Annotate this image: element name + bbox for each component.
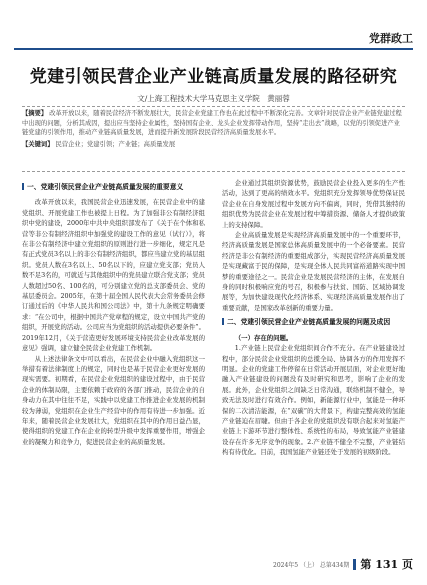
keywords: [22, 140, 405, 150]
section-heading-2-text: 二、党建引领民营企业产业链高质量发展的问题及成因: [227, 318, 391, 327]
header-rule: [14, 48, 413, 50]
section-label: 党群政工: [369, 32, 413, 45]
heading-marker: [222, 318, 224, 325]
keywords-text: 民营企业；党建引领；产业链；高质量发展: [55, 140, 176, 148]
subheading: （一）存在的问题。: [234, 333, 293, 342]
paragraph: 从上述法律条文中可以看出，在民营企业中融入党组织这一举措有着法律制度上的规定，同时也是基于民营企业更好发展的现实需要。初期看，在民营企业党组织的建设过程中，由于民营企业的体制局限，主要依赖于政府的各部门推动，民营企业的自身动力在其中往往不足，实践中以党建工作推进企业发展的机制较为薄弱，党组织在企业生产经营中的作用有待进一步加强。近年来，随着民营企业发展壮大，党组织在其中的作用日益凸显，使得组织的党建工作在企业的转型升级中发挥重要作用，增强企业的凝聚力和竞争力，促进民营企业的高质量发展。: [22, 354, 205, 446]
issue-info: 2024年5 （上） 总第434期: [273, 561, 350, 569]
footer-bar: [353, 559, 356, 570]
keywords-label: 【关键词】: [22, 140, 54, 148]
section-heading-1: [22, 182, 205, 192]
paragraph: 1.产业链上民营企业党组织间合作不充分。在产业链建设过程中，部分民营企业党组织的总揽全局、协调各方的作用发挥不明显。企业的党建工作停留在日常活动开展层面，对企业更好地融入产业链建设的问题没有及时研究和思考，影响了企业的发展。此外，企业党组织之间缺乏日常沟通，联络机制不健全，导致无法及时进行有效合作。例如，新能源行业中，氢能是一种环保的二次清洁能源，在“双碳”的大背景下，构建完整高效的氢能产业链迫在眉睫。但由于各企业的党组织没有联合起来对氢能产业链上下游环节进行整体性、系统性的布局，导致氢能产业链建设存在许多无序竞争的现象。2.产业链不健全不完整，产业链结构有待优化。目前，我国氢能产业链还处于发展的初级阶段。: [222, 344, 405, 457]
article-title: 党建引领民营企业产业链高质量发展的路径研究: [29, 67, 398, 87]
section-heading-2: [222, 317, 405, 327]
abstract-label: 【摘要】: [22, 110, 48, 117]
paragraph: 企业高质量发展是实现经济高质量发展中的一个重要环节，经济高质量发展是国家总体高质量发展中的一个必备要素。民营经济是非公有制经济的重要组成部分，实现民营经济高质量发展是实现藏富于民的保障，是实现全体人民共同富裕道路实现中国梦的重要途径之一。民营企业是发展民营经济的主体，在发展自身的同时积极响应党的号召，积极参与扶贫、国防、区域协调发展等，为加快建设现代化经济体系、实现经济高质量发展作出了重要贡献，是国家改革创新的重要力量。: [222, 231, 405, 312]
paragraph: 企业通过其组织资源优势，鼓励民营企业投入更多的生产性活动，达到了更高的绩效水平。党组织充分发挥领导优势保证民营企业在自身发展过程中发展方向不偏离，同时，凭借其独特的组织优势为民营企业在发展过程中筹措资源、储备人才提供政策上的支持保障。: [222, 179, 405, 229]
left-column: [22, 178, 205, 447]
abstract-box: [22, 106, 405, 172]
abstract: [22, 109, 405, 138]
section-heading-1-text: 一、党建引领民营企业产业链高质量发展的重要意义: [27, 183, 184, 191]
page-footer: [273, 556, 413, 572]
abstract-text: 改革开放以来，随着民营经济不断发展壮大，民营企业党建工作也在此过程中不断深化完善。文章针对民营企业产业链党建过程中出现的问题，分析其成因，提出应当坚持企业属性，坚持国有企业、龙头企业发挥带动作用，坚持“走出去”战略，以党的引领促进产业链党建的引领作用，推动产业链高质量发展，进而提升新发展阶段民营经济高质量发展水平。: [22, 110, 402, 136]
paragraph: 改革开放以来，我国民营企业迅速发展，在民营企业中的建党组织、开展党建工作也被提上日程。为了加强非公有制经济组织中党的建设，2000年中共中央组织部发布了《关于在个体和私营等非公有制经济组织中加强党的建设工作的意见（试行）》，将在非公有制经济中建立党组织的原则进行进一步细化，规定凡是有正式党员3名以上的非公有制经济组织，都应当建立党的基层组织。党员人数在3名以上、50名以下的，应建立党支部；党员人数不足3名的，可就近与其他组织中的党员建立联合党支部；党员人数超过50名、100名的，可分别建立党的总支部委员会、党的基层委员会。2005年，在第十届全国人民代表大会常务委员会修订通过后的《中华人民共和国公司法》中，第十九条规定明确要求：“在公司中，根据中国共产党章程的规定，设立中国共产党的组织，开展党的活动。公司应当为党组织的活动提供必要条件”。2019年12月，《关于营造更好发展环境支持民营企业改革发展的意见》强调，建立健全民营企业党建工作机制。: [22, 198, 206, 353]
right-column: [222, 178, 405, 458]
heading-marker: [22, 183, 24, 190]
page-number: 第 131 页: [360, 558, 413, 571]
author-line: 文/上海工程技术大学马克思主义学院 黄丽蓉: [137, 94, 290, 103]
